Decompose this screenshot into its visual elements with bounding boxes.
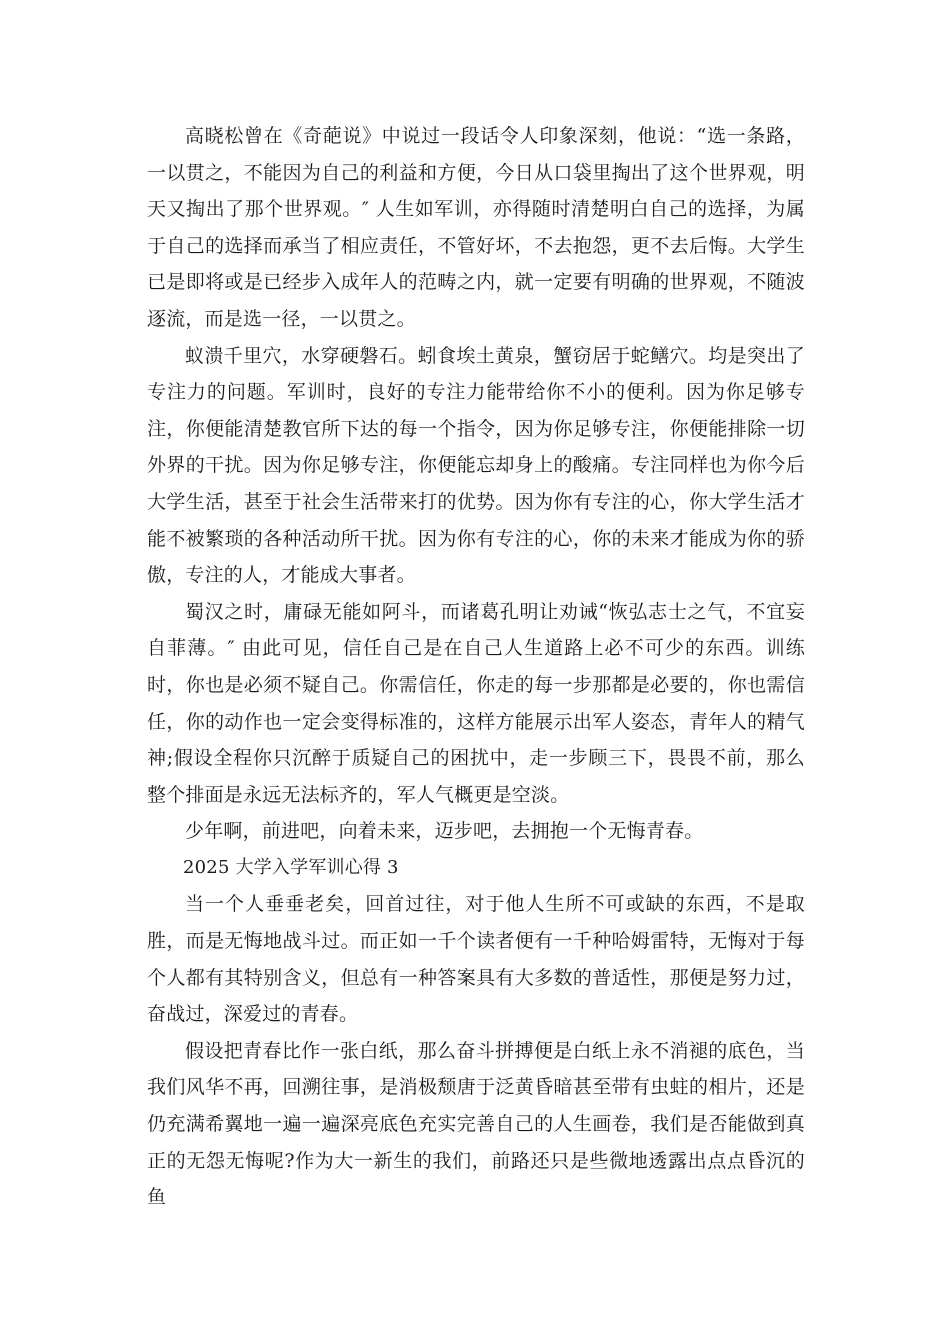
- document-body: [147, 118, 805, 1216]
- paragraph: 假设把青春比作一张白纸，那么奋斗拼搏便是白纸上永不消褪的底色，当我们风华不再，回溯往事，是消极颓唐于泛黄昏暗甚至带有虫蛀的相片，还是仍充满希翼地一遍一遍深亮底色充实完善自己的人生画卷，我们是否能做到真正的无怨无悔呢?作为大一新生的我们，前路还只是些微地透露出点点昏沉的鱼: [147, 1039, 805, 1209]
- paragraph: 高晓松曾在《奇葩说》中说过一段话令人印象深刻，他说：“选一条路，一以贯之，不能因为自己的利益和方便，今日从口袋里掏出了这个世界观，明天又掏出了那个世界观。″ 人生如军训，亦得随时清楚明白自己的选择，为属于自己的选择而承当了相应责任，不管好坏，不去抱怨，更不去后悔。大学生已是即将或是已经步入成年人的范畴之内，就一定要有明确的世界观，不随波逐流，而是选一径，一以贯之。: [147, 125, 805, 330]
- paragraph: 蚁溃千里穴，水穿硬磐石。蚓食埃土黄泉，蟹窃居于蛇鳝穴。均是突出了专注力的问题。军训时，良好的专注力能带给你不小的便利。因为你足够专注，你便能清楚教官所下达的每一个指令，因为你足够专注，你便能排除一切外界的干扰。因为你足够专注，你便能忘却身上的酸痛。专注同样也为你今后大学生活，甚至于社会生活带来打的优势。因为你有专注的心，你大学生活才能不被繁琐的各种活动所干扰。因为你有专注的心，你的未来才能成为你的骄傲，专注的人，才能成大事者。: [147, 344, 805, 587]
- paragraph: 蜀汉之时，庸碌无能如阿斗，而诸葛孔明让劝诫“恢弘志士之气，不宜妄自菲薄。″ 由此可见，信任自己是在自己人生道路上必不可少的东西。训练时，你也是必须不疑自己。你需信任，你走的每一步那都是必要的，你也需信任，你的动作也一定会变得标准的，这样方能展示出军人姿态，青年人的精气神;假设全程你只沉醉于质疑自己的困扰中，走一步顾三下，畏畏不前，那么整个排面是永远无法标齐的，军人气概更是空淡。: [147, 600, 805, 806]
- section-heading: 2025 大学入学军训心得 3: [183, 856, 399, 878]
- paragraph: 少年啊，前进吧，向着未来，迈步吧，去拥抱一个无悔青春。: [185, 820, 704, 843]
- paragraph: 当一个人垂垂老矣，回首过往，对于他人生所不可或缺的东西，不是取胜，而是无悔地战斗过。而正如一千个读者便有一千种哈姆雷特，无悔对于每个人都有其特别含义，但总有一种答案具有大多数的普适性，那便是努力过，奋战过，深爱过的青春。: [147, 893, 805, 1026]
